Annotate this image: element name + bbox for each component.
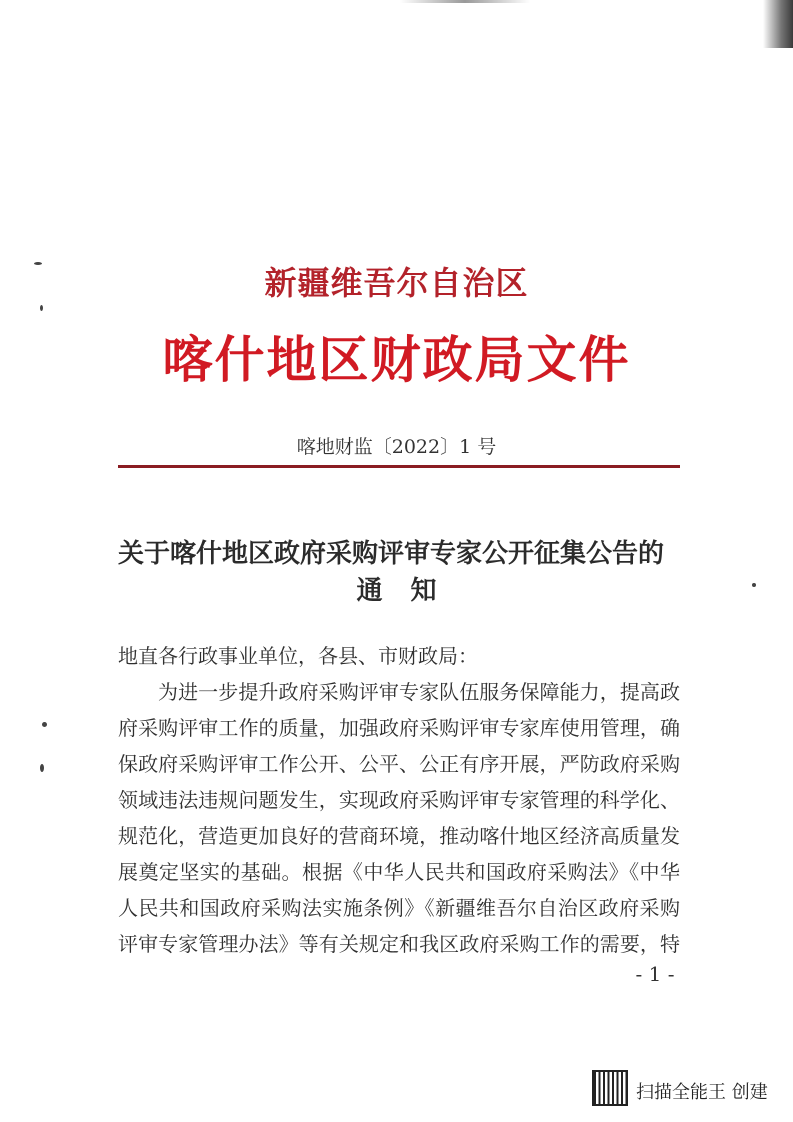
scan-speck bbox=[42, 722, 47, 727]
scan-speck bbox=[40, 764, 44, 772]
body-line: 领域违法违规问题发生，实现政府采购评审专家管理的科学化、 bbox=[118, 788, 680, 812]
document-number: 喀地财监〔2022〕1 号 bbox=[296, 436, 497, 458]
scan-speck bbox=[40, 305, 43, 311]
qr-code-icon bbox=[592, 1070, 628, 1106]
salutation: 地直各行政事业单位，各县、市财政局： bbox=[118, 644, 478, 668]
notice-title-line-2: 通知 bbox=[356, 576, 465, 606]
header-divider bbox=[118, 465, 680, 468]
body-line: 人民共和国政府采购法实施条例》《新疆维吾尔自治区政府采购 bbox=[118, 896, 680, 920]
scan-top-mark bbox=[400, 0, 530, 3]
notice-title-line-1: 关于喀什地区政府采购评审专家公开征集公告的 bbox=[118, 539, 665, 569]
body-line: 展奠定坚实的基础。根据《中华人民共和国政府采购法》《中华 bbox=[118, 860, 680, 884]
body-line: 评审专家管理办法》等有关规定和我区政府采购工作的需要，特 bbox=[118, 932, 680, 956]
scanner-brand-text: 扫描全能王 创建 bbox=[636, 1082, 768, 1103]
issuer-region: 新疆维吾尔自治区 bbox=[264, 264, 529, 302]
body-line: 规范化，营造更加良好的营商环境，推动喀什地区经济高质量发 bbox=[118, 824, 680, 848]
page-number: - 1 - bbox=[635, 962, 675, 986]
body-line: 府采购评审工作的质量，加强政府采购评审专家库使用管理，确 bbox=[118, 716, 680, 740]
body-line: 保政府采购评审工作公开、公平、公正有序开展，严防政府采购 bbox=[118, 752, 680, 776]
scan-edge-shadow bbox=[763, 0, 793, 48]
body-line: 为进一步提升政府采购评审专家队伍服务保障能力，提高政 bbox=[158, 680, 680, 704]
scanner-watermark bbox=[592, 1070, 782, 1110]
issuer-document-header: 喀什地区财政局文件 bbox=[162, 330, 631, 389]
